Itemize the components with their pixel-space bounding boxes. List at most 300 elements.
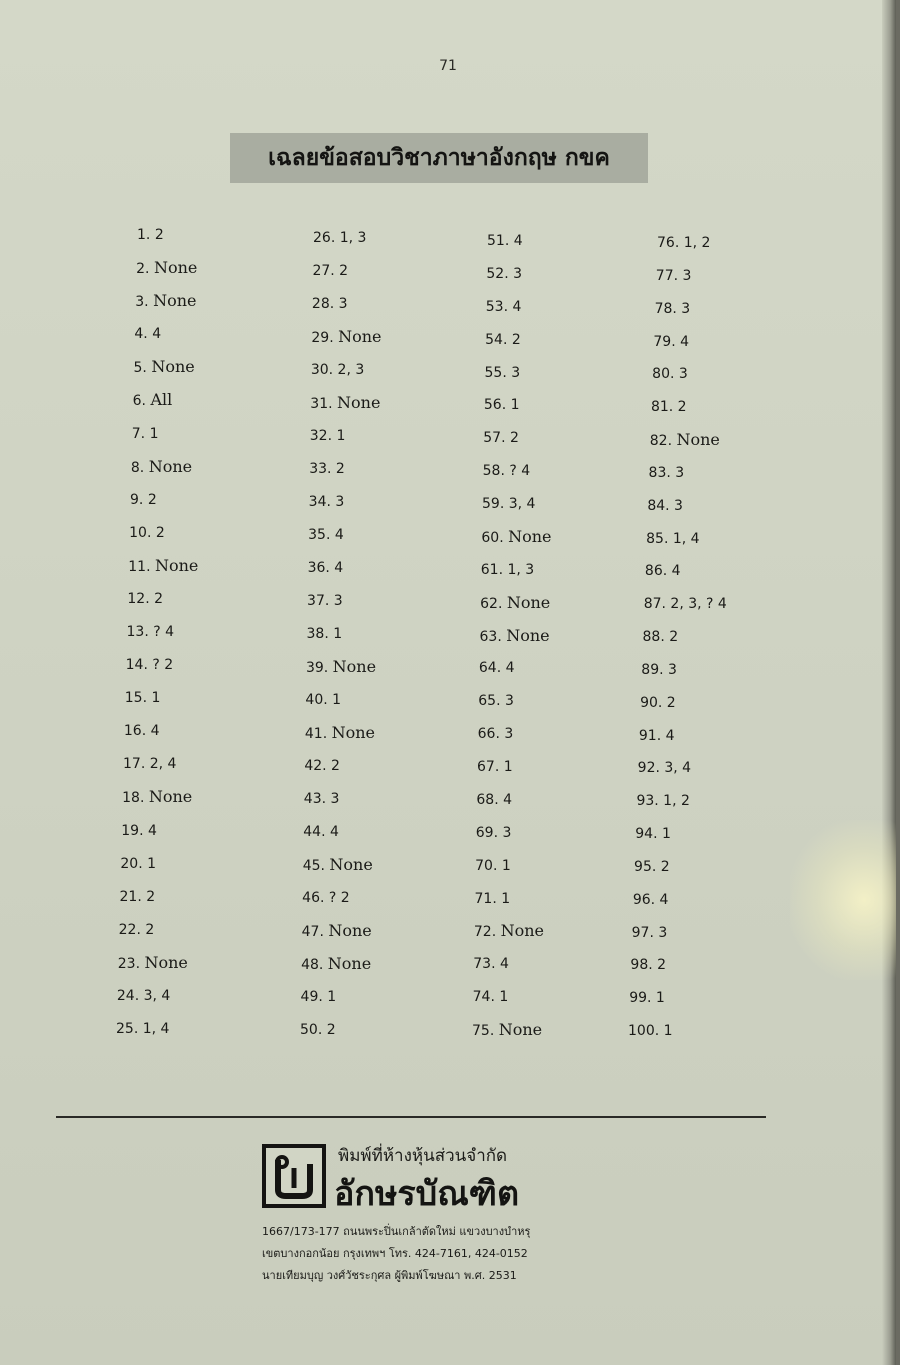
answer-item [481, 528, 551, 547]
answer-item [136, 259, 197, 278]
answer-value: ? 4 [509, 463, 531, 480]
answer-item [656, 267, 692, 285]
answer-value: 1 [503, 759, 513, 775]
answer-number: 34. [308, 494, 331, 510]
answer-value: 1 [655, 990, 665, 1007]
answer-value: 2 [509, 430, 519, 447]
answer-value: None [153, 258, 198, 278]
answer-value: None [338, 327, 382, 346]
answer-item [486, 298, 522, 316]
answer-number: 59. [482, 496, 505, 512]
answer-value: 2 [154, 590, 164, 607]
answer-item [636, 792, 689, 810]
answer-value: 1 [147, 855, 157, 872]
answer-value: 4 [665, 727, 675, 744]
answer-number: 12. [127, 590, 150, 607]
answer-number: 35. [308, 527, 331, 543]
answer-item [306, 658, 376, 677]
answer-number: 68. [476, 791, 499, 808]
answer-value: ? 4 [153, 624, 175, 640]
answer-number: 91. [638, 727, 662, 744]
answer-value: ? 2 [152, 657, 174, 674]
answer-item [650, 431, 720, 450]
answer-item [646, 530, 699, 548]
answer-value: 3 [333, 593, 343, 609]
answer-item [300, 1021, 336, 1039]
answer-number: 74. [472, 989, 495, 1006]
answer-item [476, 824, 512, 842]
answer-number: 32. [309, 428, 333, 444]
answer-value: 3, 4 [664, 760, 692, 777]
answer-value: None [148, 787, 193, 807]
answer-value: 2 [335, 461, 345, 477]
answer-value: 3 [658, 924, 668, 941]
answer-value: 1, 4 [672, 530, 700, 547]
answer-value: None [506, 625, 550, 645]
answer-number: 23. [117, 955, 141, 972]
answer-value: None [676, 430, 720, 449]
answer-number: 78. [654, 300, 677, 317]
answer-number: 73. [473, 956, 496, 973]
answer-item [124, 722, 160, 740]
answer-value: ? 2 [328, 890, 350, 906]
answer-value: 2 [666, 694, 676, 711]
answer-number: 94. [635, 826, 658, 842]
answer-value: None [144, 952, 188, 972]
answer-item [479, 659, 515, 677]
answer-value: 2 [511, 331, 521, 348]
answer-item [116, 1020, 169, 1038]
answer-number: 62. [480, 595, 503, 612]
answer-number: 28. [311, 296, 335, 312]
answer-item [313, 229, 366, 247]
answer-number: 11. [128, 558, 151, 575]
answer-number: 99. [629, 990, 652, 1007]
answer-item [304, 757, 340, 775]
answer-item [303, 823, 339, 841]
answer-item [629, 989, 665, 1007]
answer-value: 3 [682, 267, 692, 284]
answer-item [483, 462, 531, 480]
answer-number: 82. [649, 433, 673, 449]
answer-item [308, 559, 344, 577]
answer-value: 4 [334, 527, 344, 543]
answer-value: All [150, 390, 173, 410]
answer-value: None [328, 921, 372, 940]
answer-value: 4 [659, 891, 669, 908]
answer-number: 45. [302, 858, 325, 874]
answer-item [305, 691, 341, 709]
answer-value: 2, 4 [149, 756, 177, 773]
answer-item [643, 628, 679, 646]
answer-item [309, 493, 345, 511]
answer-number: 30. [310, 362, 334, 378]
answer-number: 38. [306, 626, 329, 642]
answer-item [307, 592, 343, 610]
answer-value: 3 [504, 693, 514, 710]
answer-value: None [327, 954, 372, 973]
page-title: เฉลยข้อสอบวิชาภาษาอังกฤษ กขค [268, 144, 610, 171]
answer-item [312, 295, 348, 313]
answer-value: 4 [505, 660, 515, 677]
answer-number: 98. [630, 957, 653, 974]
answer-value: 1 [663, 1023, 673, 1039]
answer-value: 1 [499, 989, 509, 1006]
answer-item [482, 495, 535, 513]
answer-value: 2, 3 [337, 362, 365, 378]
answer-item [302, 922, 372, 941]
answer-item [485, 331, 521, 349]
answer-item [478, 725, 514, 743]
answer-number: 37. [307, 593, 330, 609]
answer-number: 100. [628, 1023, 660, 1039]
answer-number: 33. [309, 461, 332, 477]
answer-number: 54. [485, 331, 508, 348]
answer-number: 97. [631, 924, 654, 941]
answer-number: 70. [475, 857, 498, 874]
address-line-3: นายเทียมบุญ วงศ์วัชระกุศล ผู้พิมพ์โฆษณา พ.ศ. 2531 [262, 1269, 517, 1282]
answer-value: None [337, 393, 381, 412]
printer-logo-icon [268, 1150, 320, 1202]
answer-number: 51. [487, 233, 510, 249]
answer-item [312, 262, 348, 280]
answer-item [630, 956, 666, 974]
answer-item [632, 924, 668, 942]
answer-number: 39. [305, 660, 329, 676]
answer-number: 88. [642, 629, 665, 645]
answer-value: 3 [513, 265, 523, 282]
answer-item [310, 427, 346, 445]
answer-value: 4 [329, 824, 339, 840]
answer-value: None [154, 555, 199, 575]
answer-item [133, 391, 173, 410]
answer-value: None [153, 291, 197, 311]
answer-value: 2 [331, 758, 340, 774]
answer-number: 93. [636, 793, 659, 810]
answer-number: 19. [121, 822, 144, 839]
answer-number: 24. [116, 987, 140, 1004]
answer-item [478, 692, 514, 710]
answer-number: 77. [655, 267, 679, 284]
answer-value: 2 [147, 491, 157, 508]
answer-item [120, 855, 156, 873]
answer-item [651, 398, 687, 416]
footer-divider [56, 1116, 766, 1118]
answer-item [302, 889, 350, 907]
answer-item [657, 234, 710, 252]
answer-item [132, 425, 159, 443]
answer-item [628, 1022, 673, 1040]
answer-number: 92. [637, 760, 660, 777]
answer-item [127, 590, 163, 608]
answer-value: 1 [332, 692, 342, 708]
answer-value: 1 [327, 989, 337, 1005]
answer-number: 18. [122, 790, 145, 807]
answer-number: 58. [482, 463, 505, 480]
answer-number: 65. [478, 693, 501, 710]
answer-item [639, 727, 675, 745]
answer-number: 57. [483, 430, 506, 447]
answer-number: 75. [472, 1023, 495, 1039]
answer-number: 40. [305, 692, 328, 708]
answer-number: 4. [134, 326, 148, 343]
answer-number: 48. [301, 957, 324, 973]
answer-item [653, 333, 689, 351]
answer-value: 4 [334, 560, 344, 576]
answer-number: 83. [648, 464, 671, 481]
answer-number: 5. [133, 360, 147, 377]
answer-number: 76. [657, 235, 680, 251]
answer-value: 3 [675, 464, 685, 481]
answer-value: 3 [681, 300, 691, 317]
answer-item [485, 364, 521, 382]
answer-number: 17. [123, 756, 146, 773]
answer-item [307, 625, 343, 643]
answer-number: 56. [483, 397, 507, 414]
answer-item [481, 561, 534, 579]
answer-value: 4 [671, 563, 681, 580]
answer-item [137, 226, 164, 244]
answer-item [638, 759, 691, 777]
answer-item [310, 394, 380, 413]
answer-value: 3 [678, 366, 688, 383]
answer-value: None [148, 456, 193, 476]
address-line-2: เขตบางกอกน้อย กรุงเทพฯ โทร. 424-7161, 424-0152 [262, 1247, 528, 1260]
answer-number: 47. [301, 924, 324, 940]
answer-number: 89. [641, 661, 664, 678]
answer-value: 1, 2 [663, 793, 690, 810]
answer-number: 53. [485, 298, 509, 315]
answer-value: None [331, 723, 375, 742]
answer-number: 1. [137, 227, 151, 243]
answer-number: 52. [486, 265, 509, 282]
answer-value: 4 [512, 298, 522, 315]
answer-number: 9. [130, 491, 144, 508]
answer-number: 2. [136, 261, 150, 278]
answer-value: 1, 4 [142, 1021, 170, 1037]
answer-item [123, 755, 176, 773]
answer-number: 72. [473, 924, 497, 941]
answer-value: 4 [513, 233, 523, 249]
answer-value: 2 [339, 263, 349, 279]
answer-item [635, 825, 671, 843]
answer-number: 64. [478, 660, 502, 677]
answer-number: 55. [484, 364, 507, 381]
answer-value: None [332, 657, 377, 676]
answer-number: 46. [302, 890, 325, 906]
printer-name: อักษรบัณฑิต [334, 1174, 520, 1214]
answer-item [475, 890, 511, 908]
answer-value: 1, 3 [507, 561, 535, 578]
answer-value: 2 [146, 888, 156, 905]
answer-item [134, 358, 195, 377]
answer-value: 1 [501, 890, 511, 907]
answer-value: 1 [149, 425, 159, 442]
answer-item [484, 396, 520, 414]
answer-value: 4 [152, 326, 162, 343]
answer-value: 3 [502, 824, 512, 841]
answer-number: 67. [477, 759, 500, 775]
answer-value: 1 [336, 428, 346, 444]
answer-item [641, 661, 677, 679]
answer-number: 16. [123, 723, 147, 740]
answer-item [476, 791, 512, 809]
answer-number: 71. [474, 890, 497, 907]
answer-item [130, 491, 157, 509]
answer-item [486, 265, 522, 283]
answer-number: 61. [480, 561, 504, 578]
answer-value: 3 [335, 494, 345, 510]
answer-item [640, 694, 676, 712]
answer-number: 96. [632, 891, 656, 908]
answer-item [644, 595, 727, 613]
answer-value: 4 [680, 333, 690, 350]
answer-value: 4 [499, 956, 509, 973]
answer-item [474, 922, 544, 941]
answer-value: None [500, 921, 544, 941]
answer-item [647, 497, 683, 515]
page-number: 71 [439, 58, 457, 74]
answer-number: 80. [652, 366, 675, 383]
answer-item [301, 988, 337, 1006]
answer-number: 85. [646, 530, 669, 547]
answer-value: 3 [504, 726, 514, 743]
answer-number: 95. [634, 858, 657, 875]
answer-number: 42. [304, 758, 327, 774]
answer-number: 10. [129, 524, 152, 541]
answer-number: 90. [640, 694, 663, 711]
answer-item [655, 300, 691, 318]
answer-number: 60. [481, 529, 504, 546]
answer-value: 1 [510, 397, 520, 414]
answer-value: 2 [657, 957, 667, 974]
answer-value: 2 [326, 1022, 336, 1038]
answer-value: 2 [669, 629, 679, 645]
answer-value: 2 [154, 227, 164, 243]
answer-item [122, 788, 192, 807]
answer-item [129, 524, 165, 542]
answer-value: 1 [501, 857, 511, 874]
answer-number: 21. [119, 888, 142, 905]
answer-value: 1 [333, 626, 343, 642]
printer-logo [262, 1144, 326, 1208]
answer-item [121, 822, 157, 840]
answer-value: None [498, 1020, 543, 1039]
answer-value: 3 [338, 296, 348, 312]
answer-number: 81. [650, 399, 674, 416]
answer-item [128, 557, 198, 576]
answer-item [301, 955, 371, 974]
answer-value: None [151, 357, 195, 377]
answer-item [480, 627, 550, 646]
answer-number: 63. [479, 628, 502, 645]
answer-number: 6. [132, 393, 146, 410]
answer-value: 2 [677, 399, 687, 416]
answer-item [117, 987, 170, 1005]
answer-number: 8. [130, 459, 145, 476]
answer-number: 7. [131, 425, 146, 442]
answer-number: 26. [313, 230, 336, 246]
answer-number: 43. [303, 791, 327, 807]
answer-number: 29. [311, 330, 334, 346]
answer-item [473, 988, 509, 1006]
answer-item [472, 1021, 542, 1040]
answer-item [120, 888, 156, 906]
answer-number: 44. [303, 824, 326, 840]
answer-number: 20. [120, 855, 143, 872]
answer-number: 84. [647, 497, 670, 514]
answer-value: 4 [150, 723, 160, 740]
answer-item [303, 856, 373, 875]
answer-number: 87. [643, 596, 666, 613]
answer-item [134, 325, 161, 343]
answer-number: 49. [300, 989, 323, 1005]
answer-item [126, 656, 174, 674]
answer-value: 1 [151, 690, 161, 707]
answer-number: 69. [475, 824, 499, 841]
answer-value: None [506, 592, 551, 612]
answer-item [311, 361, 364, 379]
answer-item [634, 858, 670, 876]
answer-item [645, 562, 681, 580]
answer-item [483, 429, 519, 447]
answer-number: 36. [307, 560, 330, 576]
answer-item [135, 292, 196, 311]
printer-prefix: พิมพ์ที่ห้างหุ้นส่วนจำกัด [338, 1146, 508, 1166]
answer-item [305, 724, 375, 743]
answer-value: 3 [668, 661, 677, 678]
answer-item [487, 232, 523, 250]
answer-number: 66. [477, 726, 500, 743]
answer-item [477, 758, 513, 776]
answer-item [475, 857, 511, 875]
answer-value: 1, 3 [339, 230, 367, 246]
answer-value: 3, 4 [143, 987, 171, 1004]
answer-item [127, 623, 175, 641]
answer-item [308, 526, 344, 544]
answer-value: 2 [145, 921, 155, 938]
answer-value: None [329, 855, 373, 874]
answer-value: 2, 3, ? 4 [670, 596, 727, 613]
answer-number: 31. [310, 396, 333, 412]
answer-number: 79. [653, 333, 676, 350]
answer-value: 2 [660, 858, 670, 875]
answer-number: 50. [300, 1022, 323, 1038]
answer-value: 3 [674, 497, 683, 514]
answer-number: 13. [126, 624, 149, 640]
address-line-1: 1667/173-177 ถนนพระปิ่นเกล้าตัดใหม่ แขวงบางบำหรุ [262, 1225, 531, 1238]
answer-number: 86. [644, 563, 668, 580]
answer-item [119, 921, 155, 939]
answer-value: 4 [147, 822, 157, 839]
answer-value: 4 [503, 791, 513, 808]
answer-value: 2 [155, 524, 165, 541]
answer-item [652, 365, 688, 383]
answer-value: 1, 2 [683, 235, 711, 251]
answer-value: 3 [330, 791, 340, 807]
answer-item [473, 955, 509, 973]
answer-value: 1 [661, 826, 671, 842]
answer-item [633, 891, 669, 909]
answer-value: 3 [511, 364, 521, 381]
answer-number: 14. [125, 657, 148, 674]
answer-item [304, 790, 340, 808]
answer-number: 25. [116, 1021, 139, 1037]
answer-item [131, 458, 192, 477]
answer-item [480, 594, 550, 613]
answer-number: 22. [118, 921, 141, 938]
answer-number: 3. [135, 294, 149, 311]
